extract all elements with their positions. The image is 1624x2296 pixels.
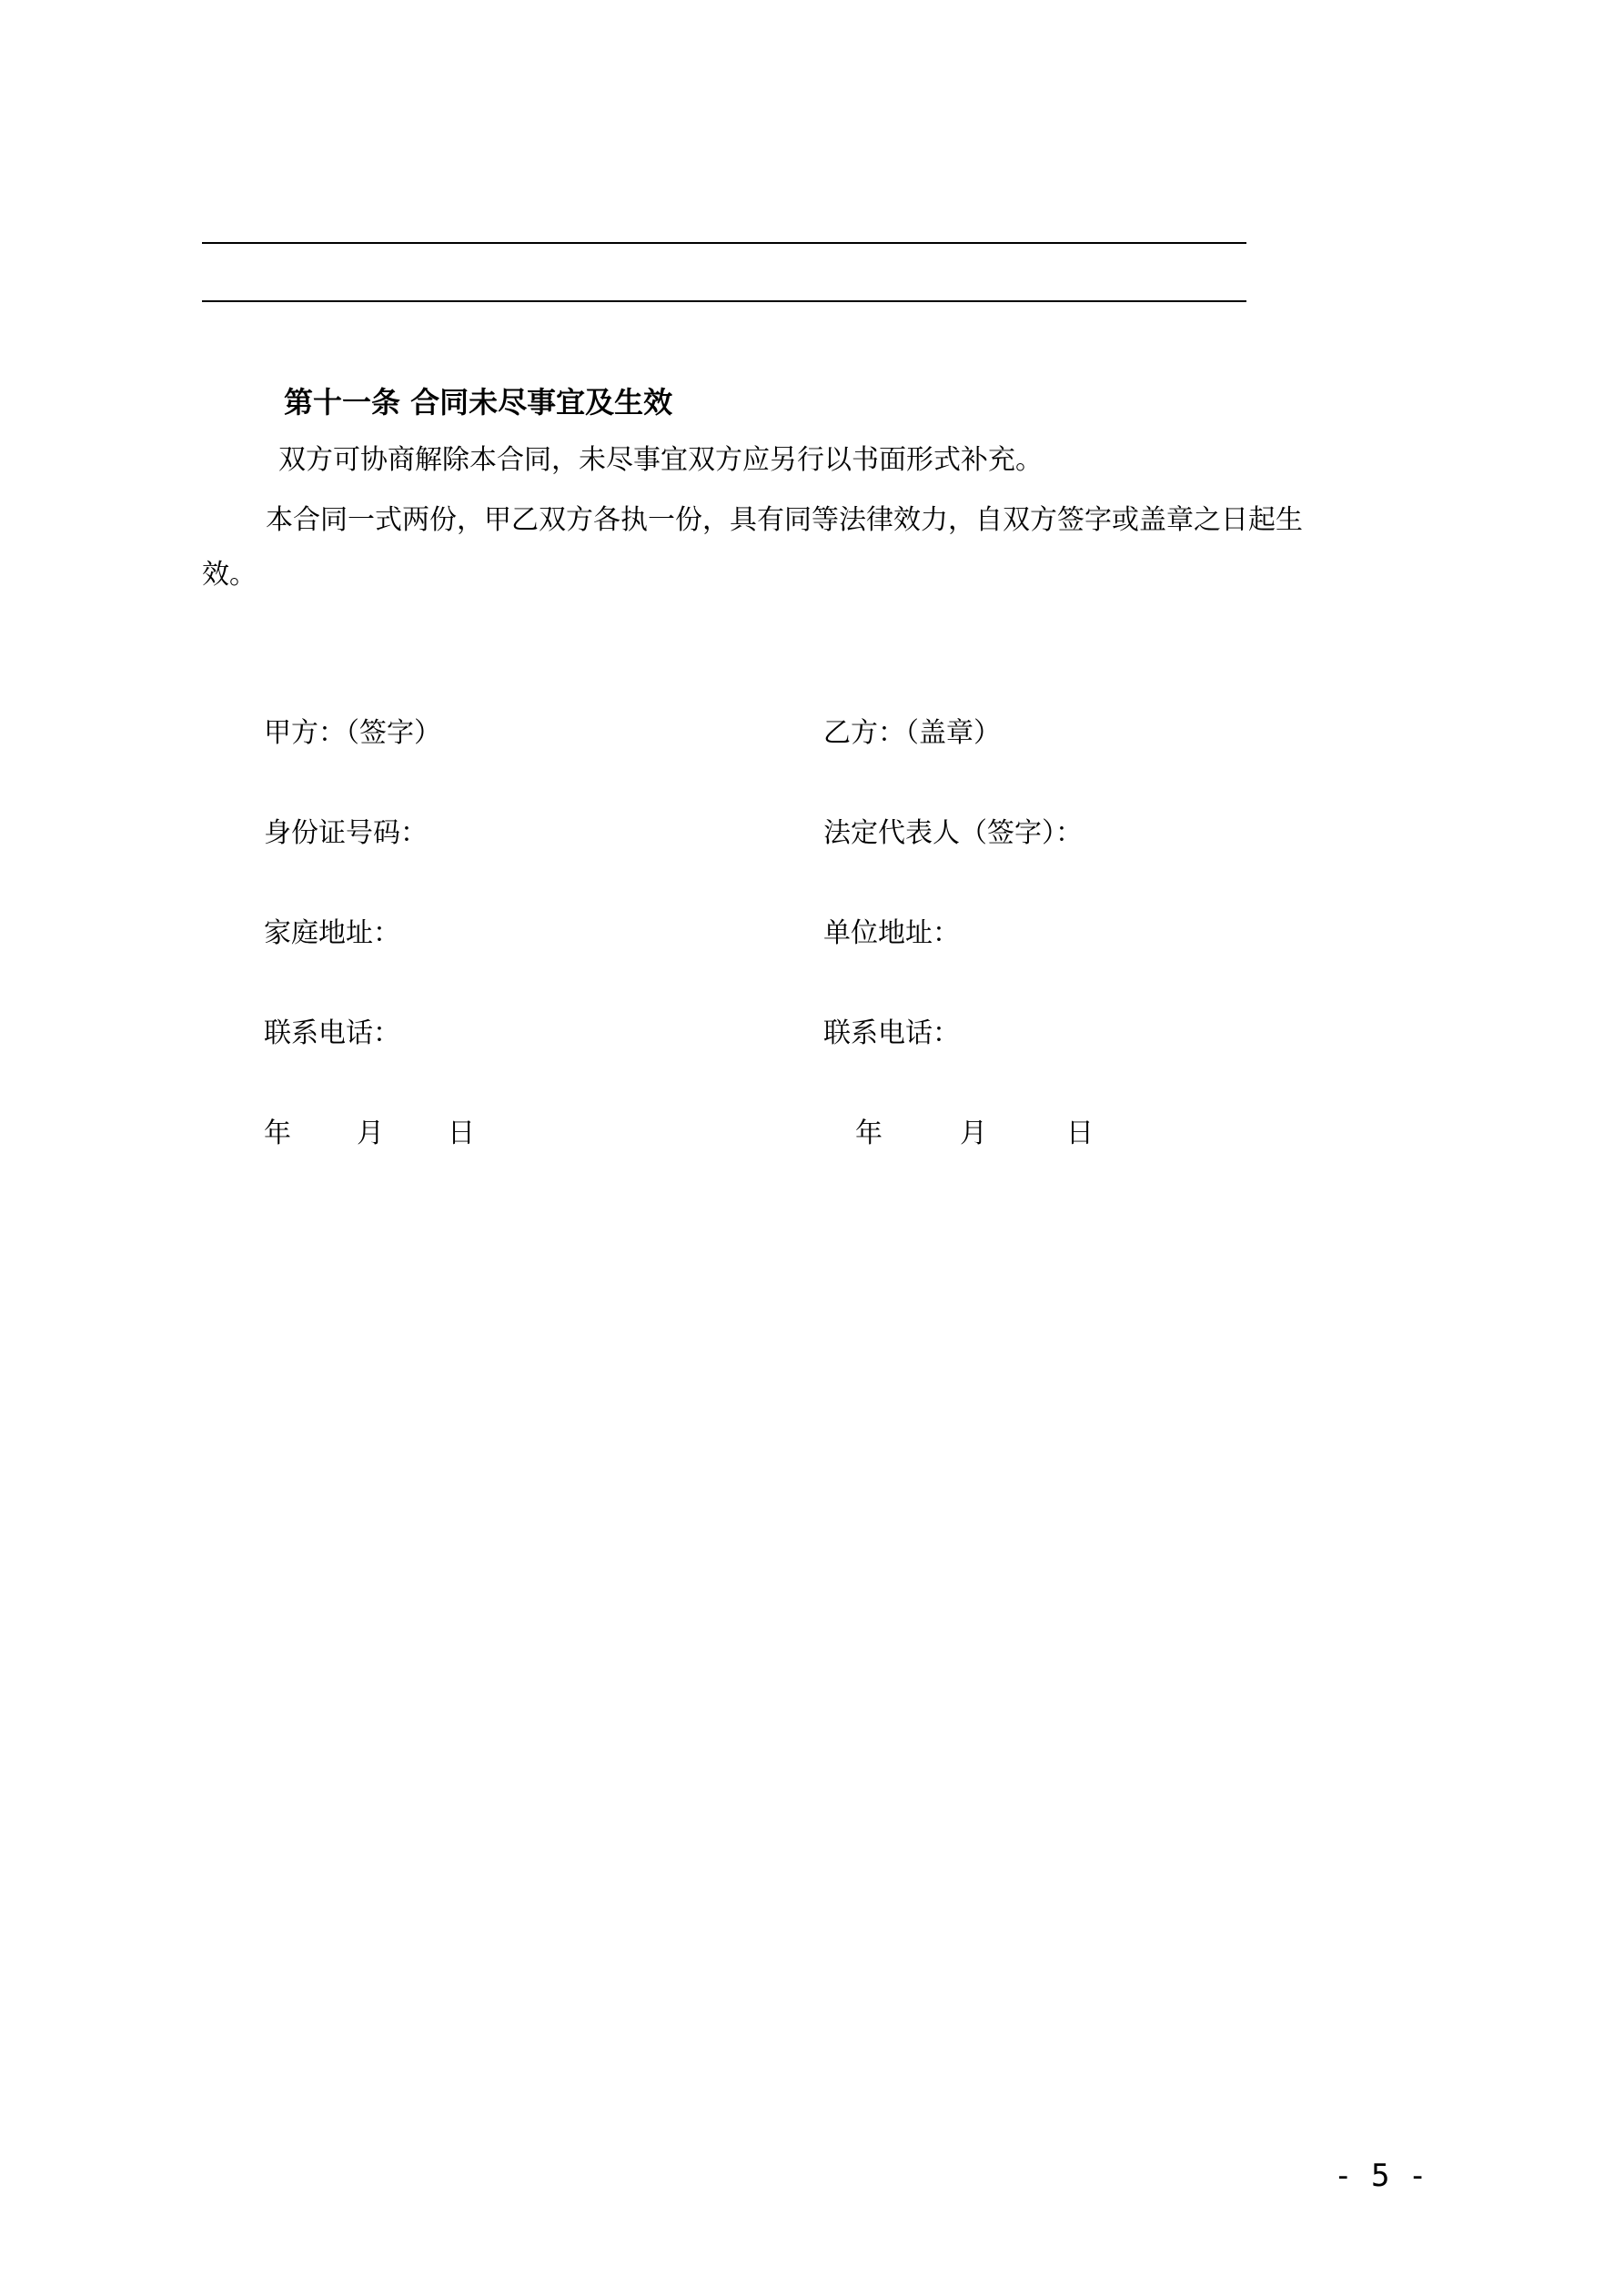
- party-b-phone-label: 联系电话：: [823, 1017, 960, 1049]
- party-b-date-day: 日: [1066, 1118, 1094, 1149]
- party-a-address-label: 家庭地址：: [264, 917, 400, 949]
- party-b-date-year: 年: [855, 1118, 883, 1149]
- party-b-seal-label: 乙方：（盖章）: [823, 717, 1001, 749]
- paragraph-effectiveness-continued: 效。: [202, 559, 257, 591]
- paragraph-termination: 双方可协商解除本合同，未尽事宜双方应另行以书面形式补充。: [278, 444, 1043, 476]
- party-a-signature-label: 甲方：（签字）: [264, 717, 441, 749]
- party-a-date-year: 年: [264, 1118, 291, 1149]
- blank-fill-line: [202, 242, 1246, 244]
- party-a-phone-label: 联系电话：: [264, 1017, 400, 1049]
- party-a-id-number-label: 身份证号码：: [264, 817, 428, 849]
- article-heading: 第十一条 合同未尽事宜及生效: [284, 385, 673, 420]
- party-a-date-day: 日: [448, 1118, 475, 1149]
- page-number: - 5 -: [1334, 2158, 1427, 2194]
- party-b-date-month: 月: [960, 1118, 987, 1149]
- blank-fill-line: [202, 300, 1246, 302]
- party-a-date-month: 月: [357, 1118, 384, 1149]
- paragraph-effectiveness: 本合同一式两份，甲乙双方各执一份，具有同等法律效力，自双方签字或盖章之日起生: [266, 504, 1303, 536]
- party-b-address-label: 单位地址：: [823, 917, 960, 949]
- party-b-legal-rep-label: 法定代表人（签字）：: [823, 817, 1083, 849]
